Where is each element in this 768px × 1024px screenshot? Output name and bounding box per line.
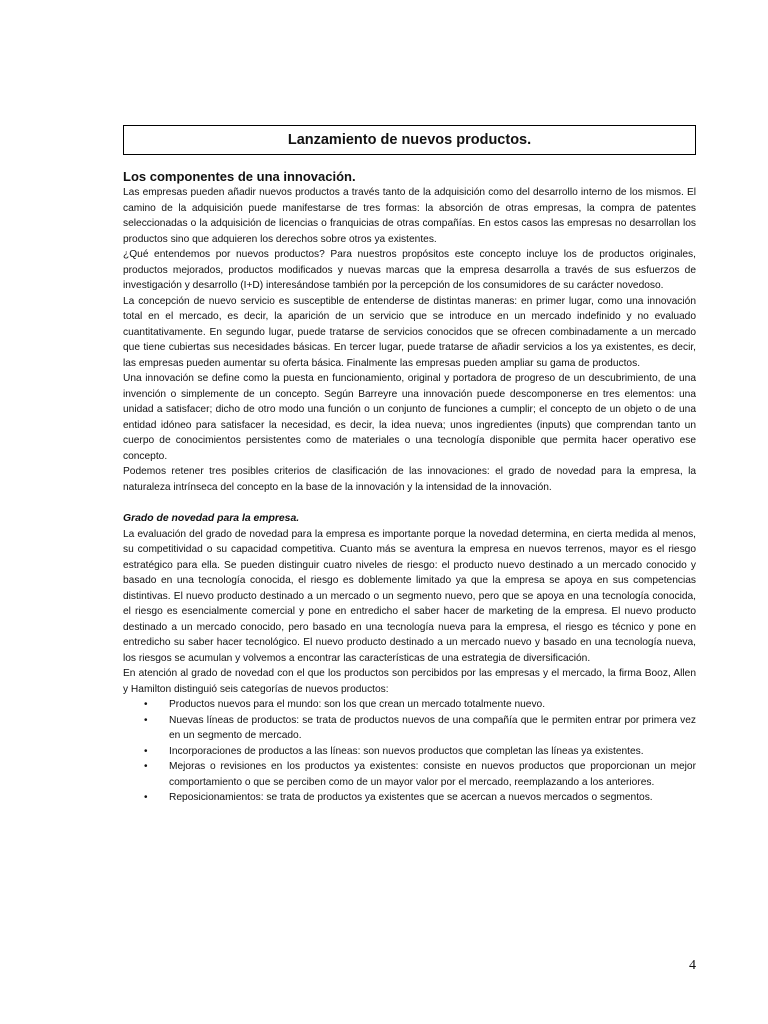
page-number: 4 (689, 958, 696, 973)
paragraph-3: La concepción de nuevo servicio es susceptible de entenderse de distintas maneras: en primer lugar, como una innovación total en el mercado, es decir, la aparición de un servicio que se introduce en un mercado indefinido y no evaluado cuantitativamente. En segundo lugar, puede tratarse de servicios conocidos que se ofrecen combinadamente a un mercado que tiene cubiertas sus necesidades básicas. En tercer lugar, puede tratarse de añadir servicios a los ya existentes, es decir, las empresas pueden aumentar su oferta básica. Finalmente las empresas pueden ampliar su gama de productos. (123, 295, 696, 369)
document-title: Lanzamiento de nuevos productos. (123, 125, 696, 155)
bullet-icon: • (144, 745, 148, 757)
paragraph-4: Una innovación se define como la puesta en funcionamiento, original y portadora de progreso de un descubrimiento, de una invención o simplemente de un concepto. Según Barreyre una innovación puede descomponerse en tres elementos: una unidad a satisfacer; dicho de otro modo una función o un conjunto de funciones a cumplir; el concepto de un objeto o de una entidad idóneo para satisfacer la necesidad, es decir, la idea nueva; unos ingredientes (inputs) que comprendan tanto un cuerpo de conocimientos persistentes como de materiales o una tecnología disponible que permita hacer operativo ese concepto. (123, 373, 696, 462)
document-page (123, 125, 696, 806)
list-item (123, 790, 696, 806)
paragraph-2: ¿Qué entendemos por nuevos productos? Para nuestros propósitos este concepto incluye los de productos originales, productos mejorados, productos modificados y nuevas marcas que la empresa desarrolla a través de sus esfuerzos de investigación y desarrollo (I+D) interesándose también por la percepción de los consumidores de su carácter novedoso. (123, 249, 696, 291)
list-item-text: Mejoras o revisiones en los productos ya existentes: consiste en nuevos productos que proporcionan un mejor comportamiento o que se perciben como de un mayor valor por el mercado, reemplazando a los anteriores. (169, 761, 696, 788)
sub-paragraph-1: La evaluación del grado de novedad para la empresa es importante porque la novedad determina, en cierta medida al menos, su competitividad o su capacidad competitiva. Cuanto más se aventura la empresa en nuevos terrenos, mayor es el riesgo estratégico para ella. Se pueden distinguir cuatro niveles de riesgo: el producto nuevo destinado a un mercado conocido y basado en una tecnología conocida, el riesgo es doblemente limitado ya que la empresa se apoya en sus competencias distintivas. El nuevo producto destinado a un mercado o un segmento nuevo, pero que se apoya en una tecnología conocida, el riesgo es esencialmente comercial y pone en entredicho el saber hacer de marketing de la empresa. El nuevo producto destinado a un mercado conocido, pero basado en una tecnología nueva para la empresa, el riesgo es técnico y pone en entredicho su saber hacer tecnológico. El nuevo producto destinado a un mercado nuevo y basado en una tecnología nueva, los riesgos se acumulan y volvemos a encontrar las características de una estrategia de diversificación. (123, 528, 696, 664)
list-item (123, 697, 696, 713)
list-item-text: Reposicionamientos: se trata de productos ya existentes que se acercan a nuevos mercados o segmentos. (169, 792, 653, 803)
category-list (123, 697, 696, 806)
bullet-icon: • (144, 761, 148, 772)
list-item (123, 744, 696, 760)
bullet-icon: • (144, 699, 148, 710)
section-heading: Los componentes de una innovación. (123, 169, 356, 184)
list-item-text: Productos nuevos para el mundo: son los que crean un mercado totalmente nuevo. (169, 699, 546, 710)
list-item (123, 713, 696, 744)
paragraph-5: Podemos retener tres posibles criterios de clasificación de las innovaciones: el grado de novedad para la empresa, la naturaleza intrínseca del concepto en la base de la innovación y la intensidad de la innovación. (123, 466, 696, 493)
bullet-icon: • (144, 714, 148, 726)
paragraph-1: Las empresas pueden añadir nuevos productos a través tanto de la adquisición como del desarrollo interno de los mismos. El camino de la adquisición puede manifestarse de tres formas: la absorción de otras empresas, la compra de patentes seleccionadas o la adquisición de licencias o franquicias de otras compañías. En estos casos las empresas no desarrollan los productos sino que adquieren los derechos sobre otros ya existentes. (123, 187, 696, 245)
list-item-text: Nuevas líneas de productos: se trata de productos nuevos de una compañía que le permiten entrar por primera vez en un segmento de mercado. (169, 714, 696, 741)
list-item (123, 759, 696, 790)
subsection-heading: Grado de novedad para la empresa. (123, 513, 300, 524)
bullet-icon: • (144, 792, 148, 803)
list-item-text: Incorporaciones de productos a las líneas: son nuevos productos que completan las líneas ya existentes. (169, 745, 644, 757)
sub-paragraph-2: En atención al grado de novedad con el que los productos son percibidos por las empresas y el mercado, la firma Booz, Allen y Hamilton distinguió seis categorías de nuevos productos: (123, 668, 696, 695)
